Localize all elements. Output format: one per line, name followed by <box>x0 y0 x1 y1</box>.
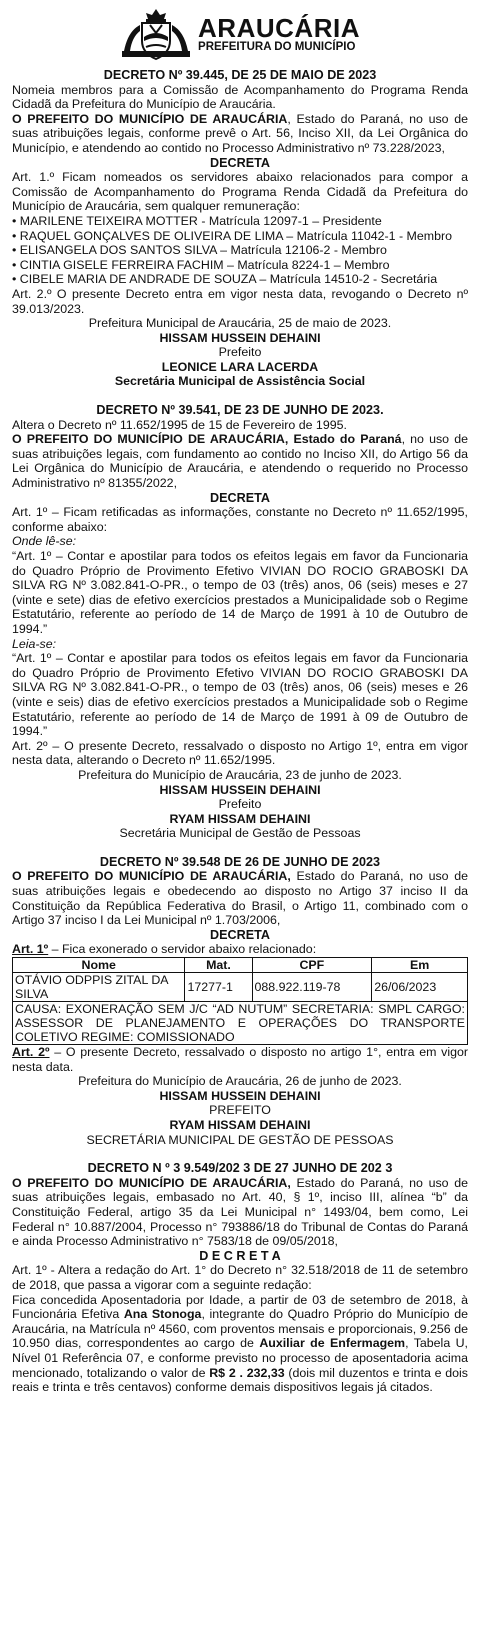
decree-2-signer-2-role: Secretária Municipal de Gestão de Pessoas <box>119 826 361 841</box>
member-item: • CINTIA GISELE FERREIRA FACHIM – Matrícula 8224-1 – Membro <box>12 257 390 272</box>
decree-3-signer-1-role: PREFEITO <box>209 1103 271 1118</box>
decree-4-decreta: D E C R E T A <box>199 1248 281 1263</box>
decree-3-intro-bold: O PREFEITO DO MUNICÍPIO DE ARAUCÁRIA, <box>12 869 291 884</box>
decree-1-signer-2-role: Secretária Municipal de Assistência Social <box>114 374 366 389</box>
decree-2-quote-2: “Art. 1º – Contar e apostilar para todos os efeitos legais em favor da Funcionaria do Quadro Próprio de Provimento Efetivo VIVIAN DO ROCIO GRABOSKI DA SILVA RG Nº 3.082.841-O-PR., o tempo de 03 (três) anos, 06 (seis) meses e 26 (vinte e seis) dias de efetivo exercícios prestados a Municipalidade sob o Regime Estatutário, referente ao período de 14 de Março de 1991 à 09 de Outubro de 1994.” <box>12 651 468 739</box>
cell-mat: 17277-1 <box>185 973 252 1002</box>
p1-valor: R$ 2 . 232,33 <box>209 1365 285 1380</box>
decree-3-intro-rest: Estado do Paraná, no uso de suas atribuições legais e obedecendo ao disposto no Artigo 37 inciso II da Constituição da República Federativa do Brasil, o Artigo 11, combinado com o Artigo 37 inciso I da Lei Municipal nº 1.703/2006, <box>12 869 468 928</box>
decree-1-summary: Nomeia membros para a Comissão de Acompanhamento do Programa Renda Cidadã da Prefeitura do Município de Araucária. <box>12 82 468 112</box>
decree-1-art2: Art. 2.º O presente Decreto entra em vigor nesta data, revogando o Decreto nº 39.013/2023. <box>12 286 468 316</box>
header-nome: Nome <box>13 958 185 973</box>
member-item: • RAQUEL GONÇALVES DE OLIVEIRA DE LIMA – Matrícula 11042-1 - Membro <box>12 228 452 243</box>
decree-3-art2 <box>12 1045 468 1074</box>
decree-4-paragraph <box>12 1293 468 1395</box>
cell-em: 26/06/2023 <box>372 973 468 1002</box>
decree-1-intro-rest: , Estado do Paraná, no uso de suas atribuições legais, conforme prevê o Art. 56, Inciso XII, da Lei Orgânica do Município, e atendendo ao contido no Processo Administrativo nº 73.228/2023, <box>12 111 468 155</box>
decree-1-intro-bold: O PREFEITO DO MUNICÍPIO DE ARAUCÁRIA <box>12 111 288 126</box>
header-em: Em <box>372 958 468 973</box>
decree-3-signer-2-role: SECRETÁRIA MUNICIPAL DE GESTÃO DE PESSOAS <box>86 1132 394 1147</box>
decree-3-art2-rest: – O presente Decreto, ressalvado o disposto no artigo 1°, entra em vigor nesta data. <box>12 1045 468 1074</box>
decree-3-art2-bold: Art. 2º <box>12 1045 50 1060</box>
prefecture-subtitle: PREFEITURA DO MUNICÍPIO <box>198 41 356 53</box>
decree-2-signer-1: HISSAM HUSSEIN DEHAINI <box>159 782 321 797</box>
decree-2-quote-1: “Art. 1º – Contar e apostilar para todos os efeitos legais em favor da Funcionaria do Quadro Próprio de Provimento Efetivo VIVIAN DO ROCIO GRABOSKI DA SILVA RG Nº 3.082.841-O-PR., o tempo de 03 (três) anos, 06 (seis) meses e 27 (vinte e sete) dias de efetivo exercícios prestados a Municipalidade sob o Regime Estatutário, referente ao período de 14 de Março de 1991 à 10 de Outubro de 1994.” <box>12 549 468 636</box>
decree-4-intro <box>12 1176 468 1249</box>
decree-3-signer-2: RYAM HISSAM DEHAINI <box>169 1118 311 1132</box>
decree-2-decreta: DECRETA <box>210 490 270 505</box>
p1-d: (dois mil duzentos e trinta e dois reais e trinta e três centavos) conforme demais dispositivos legais já citados. <box>12 1365 468 1395</box>
p1-a: Fica concedida Aposentadoria por Idade, a partir de 03 de setembro de 2018, à Funcionária Efetiva <box>12 1292 468 1322</box>
city-name: ARAUCÁRIA <box>198 13 360 43</box>
p1-b: , integrante do Quadro Próprio do Município de Araucária, na Matrícula nº 4560, com proventos mensais e proporcionais, 9.256 de 10.950 dias, correspondentes ao cargo de <box>12 1307 468 1351</box>
member-item: • ELISANGELA DOS SANTOS SILVA – Matrícula 12106-2 - Membro <box>12 243 387 258</box>
decree-3-signer-1: HISSAM HUSSEIN DEHAINI <box>159 1088 321 1103</box>
p1-c: , Tabela U, Nível 01 Referência 07, e conforme previsto no processo de aposentadoria acima mencionado, totalizando o valor de <box>12 1336 468 1380</box>
header-mat: Mat. <box>185 958 252 973</box>
decree-1-signer-2: LEONICE LARA LACERDA <box>161 359 319 374</box>
decree-1-signer-1: HISSAM HUSSEIN DEHAINI <box>159 330 321 345</box>
decree-2-leia-label: Leia-se: <box>12 636 57 651</box>
decree-2-signer-1-role: Prefeito <box>218 797 262 812</box>
decree-3-art1-rest: – Fica exonerado o servidor abaixo relacionado: <box>48 942 317 957</box>
decree-2-art2: Art. 2º – O presente Decreto, ressalvado o disposto no Artigo 1º, entra em vigor nesta data, alterando o Decreto nº 11.652/1995. <box>12 738 468 768</box>
member-item: • CIBELE MARIA DE ANDRADE DE SOUZA – Matrícula 14510-2 - Secretária <box>12 272 438 287</box>
p1-cargo: Auxiliar de Enfermagem <box>259 1336 406 1351</box>
header-cpf: CPF <box>252 958 372 973</box>
decree-3-art1 <box>12 942 468 957</box>
decree-3-decreta: DECRETA <box>210 927 270 942</box>
masthead <box>12 6 468 62</box>
decree-4-intro-bold: O PREFEITO DO MUNICÍPIO DE ARAUCÁRIA, <box>12 1175 291 1190</box>
decree-1-title: DECRETO Nº 39.445, DE 25 DE MAIO DE 2023 <box>103 68 377 82</box>
cell-causa: CAUSA: EXONERAÇÃO SEM J/C “AD NUTUM” SECRETARIA: SMPL CARGO: ASSESSOR DE PLANEJAMENTO E OPERAÇÕES DO TRANSPORTE COLETIVO REGIME: COMISSIONADO <box>13 1002 468 1045</box>
decree-1-intro <box>12 112 468 156</box>
decree-3-title: DECRETO Nº 39.548 DE 26 DE JUNHO DE 2023 <box>99 854 381 869</box>
exoneration-table <box>12 957 468 1045</box>
table-row <box>13 973 468 1002</box>
table-causa-row <box>13 1002 468 1045</box>
decree-4-intro-rest: Estado do Paraná, no uso de suas atribuições legais, embasado no Art. 40, § 1º, inciso III, alínea “b” da Constituição Federal, artigo 35 da Lei Municipal n° 1493/04, bem como, Lei Federal n° 10.887/2004, Processo n° 793886/18 do Tribunal de Contas do Paraná e ainda Processo Administrativo n° 7583/18 de 09/05/2018, <box>12 1175 468 1249</box>
decree-2-signer-2: RYAM HISSAM DEHAINI <box>169 811 311 826</box>
decree-1-art1: Art. 1.º Ficam nomeados os servidores abaixo relacionados para compor a Comissão de Acompanhamento do Programa Renda Cidadã da Prefeitura do Município de Araucária, sem qualquer remuneração: <box>12 170 468 214</box>
decree-3-intro <box>12 869 468 927</box>
decree-4-title: DECRETO N º 3 9.549/202 3 DE 27 JUNHO DE 202 3 <box>87 1161 393 1176</box>
decree-2-title: DECRETO Nº 39.541, DE 23 DE JUNHO DE 2023. <box>96 403 384 418</box>
table-header-row <box>13 958 468 973</box>
decree-3-art1-bold: Art. 1º <box>12 942 49 957</box>
member-item: • MARILENE TEIXEIRA MOTTER - Matrícula 12097-1 – Presidente <box>12 213 382 228</box>
decree-2-art1: Art. 1º – Ficam retificadas as informações, constante no Decreto nº 11.652/1995, conforme abaixo: <box>12 505 468 534</box>
decree-2-summary: Altera o Decreto nº 11.652/1995 de 15 de Fevereiro de 1995. <box>12 417 347 432</box>
decree-2-place-date: Prefeitura do Município de Araucária, 23 de junho de 2023. <box>78 767 402 782</box>
municipal-crest-icon <box>120 7 192 61</box>
decree-2-intro-rest: , no uso de suas atribuições legais, com fundamento ao contido no Inciso XII, do Artigo 56 da Lei Orgânica do Município de Araucária, e atendendo o requerido no Processo Administrativo nº 81355/2022, <box>12 432 468 491</box>
p1-name: Ana Stonoga <box>123 1307 202 1322</box>
decree-4-art1: Art. 1º - Altera a redação do Art. 1° do Decreto n° 32.518/2018 de 11 de setembro de 2018, que passa a vigorar com a seguinte redação: <box>12 1263 468 1292</box>
decree-2-intro <box>12 432 468 490</box>
decree-2-onde-label: Onde lê-se: <box>12 534 77 549</box>
decree-1-place-date: Prefeitura Municipal de Araucária, 25 de maio de 2023. <box>88 316 392 331</box>
cell-cpf: 088.922.119-78 <box>252 973 372 1002</box>
cell-nome: OTÁVIO ODPPIS ZITAL DA SILVA <box>13 973 185 1002</box>
decree-1-signer-1-role: Prefeito <box>218 345 262 360</box>
decree-1-decreta: DECRETA <box>210 155 270 170</box>
decree-3-place-date: Prefeitura do Município de Araucária, 26 de junho de 2023. <box>78 1074 402 1089</box>
decree-2-intro-bold: O PREFEITO DO MUNICÍPIO DE ARAUCÁRIA, Estado do Paraná <box>12 432 402 447</box>
